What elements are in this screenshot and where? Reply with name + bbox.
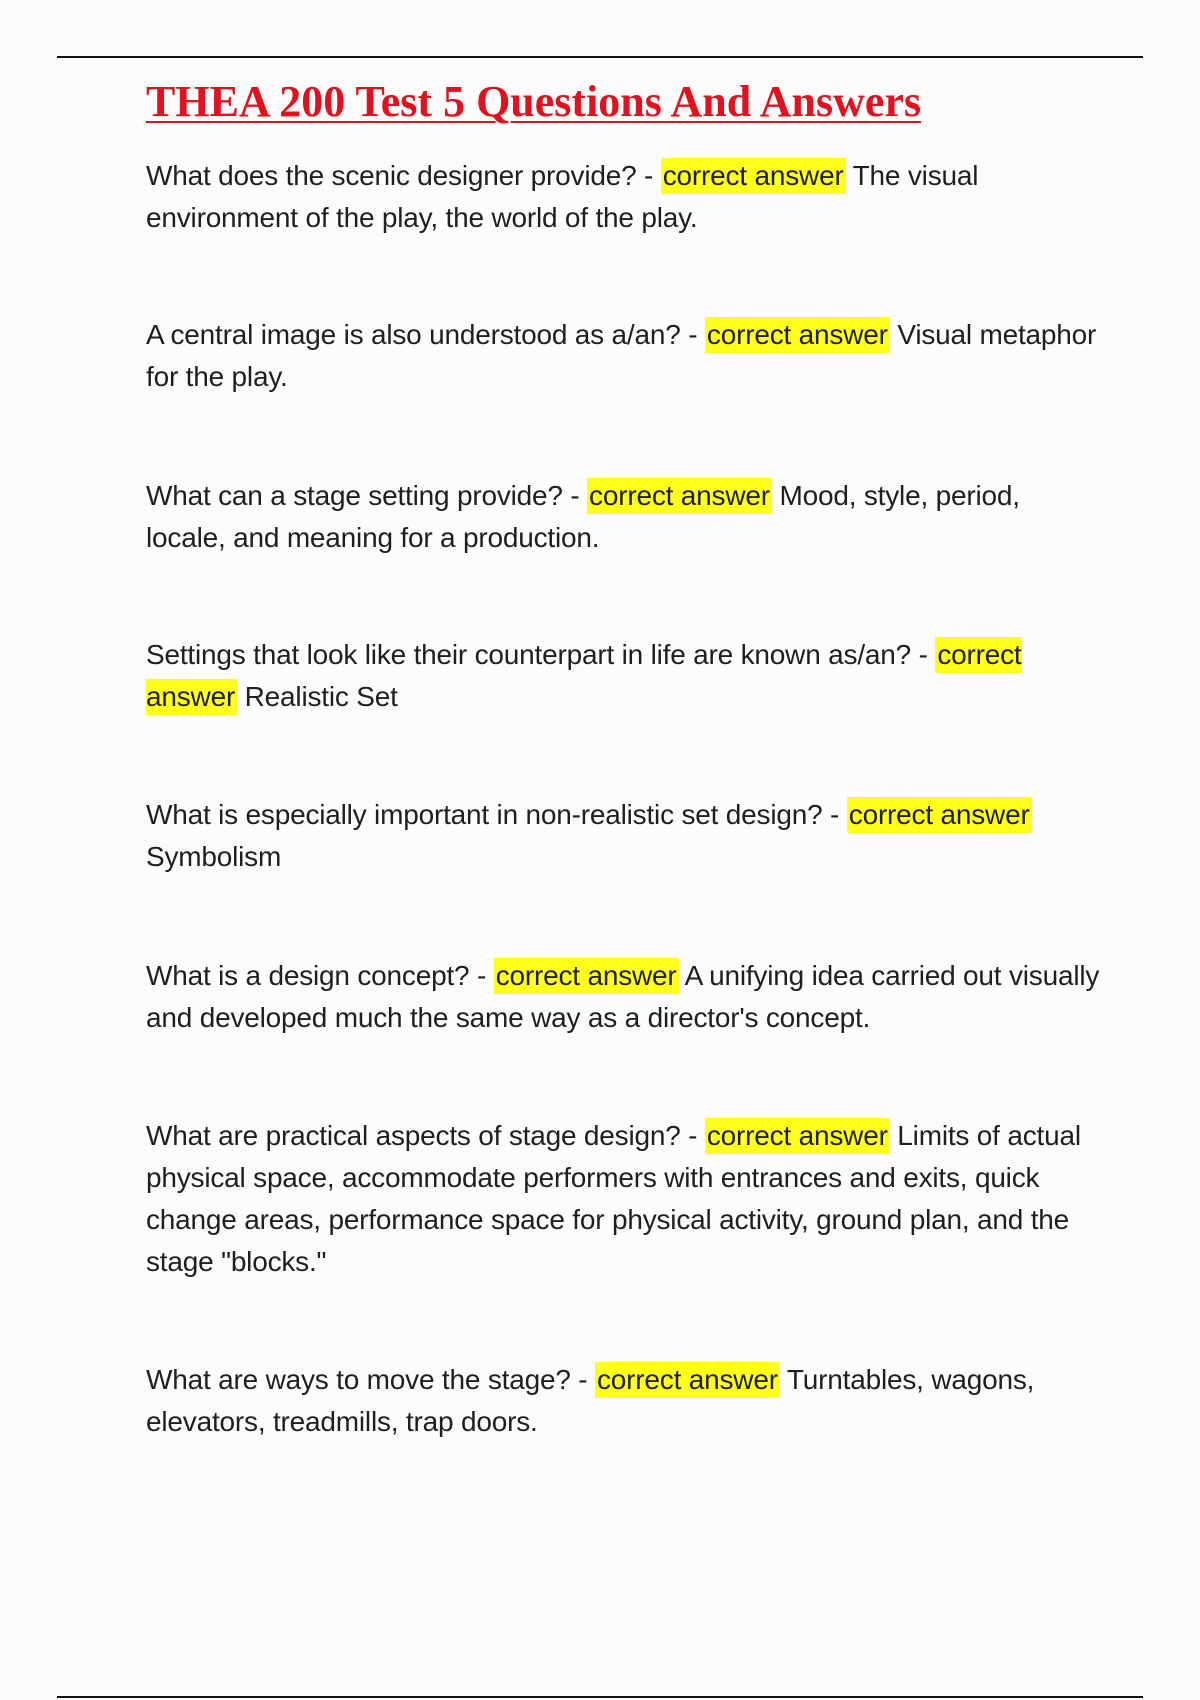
question-text: A central image is also understood as a/an? - (146, 319, 705, 350)
answer-text: Limits of actual physical space, accommodate performers with entrances and exits, quick change areas, performance space for physical activity, ground plan, and the stage "blocks." (146, 1120, 1081, 1277)
correct-answer-highlight: correct answer (705, 1118, 890, 1154)
correct-answer-highlight: correct answer (705, 317, 890, 353)
answer-text: Symbolism (146, 841, 282, 872)
question-text: What are practical aspects of stage design? - (146, 1120, 705, 1151)
qa-item-3 (146, 475, 1106, 559)
correct-answer-highlight: correct answer (595, 1362, 780, 1398)
qa-item-7 (146, 1115, 1106, 1283)
bottom-rule (57, 1696, 1143, 1698)
question-text: What is a design concept? - (146, 960, 494, 991)
qa-item-8 (146, 1359, 1106, 1443)
question-text: Settings that look like their counterpart in life are known as/an? - (146, 639, 928, 670)
answer-text: A unifying idea carried out visually and developed much the same way as a director's concept. (146, 960, 1100, 1033)
answer-text: Mood, style, period, locale, and meaning for a production. (146, 480, 1020, 553)
qa-item-2 (146, 314, 1106, 398)
correct-answer-highlight: correct answer (146, 637, 1022, 715)
answer-text: Turntables, wagons, elevators, treadmills, trap doors. (146, 1364, 1035, 1437)
qa-item-1 (146, 155, 1106, 239)
correct-answer-highlight: correct answer (587, 478, 772, 514)
question-text: What is especially important in non-realistic set design? - (146, 799, 847, 830)
page-title: THEA 200 Test 5 Questions And Answers (146, 77, 922, 126)
qa-item-5 (146, 794, 1106, 878)
answer-text: The visual environment of the play, the world of the play. (146, 160, 979, 233)
qa-item-4 (146, 634, 1106, 718)
correct-answer-highlight: correct answer (494, 958, 679, 994)
question-text: What are ways to move the stage? - (146, 1364, 595, 1395)
top-rule (57, 56, 1143, 58)
answer-text: Visual metaphor for the play. (146, 319, 1097, 392)
answer-text: Realistic Set (244, 681, 398, 712)
qa-item-6 (146, 955, 1106, 1039)
question-text: What can a stage setting provide? - (146, 480, 588, 511)
correct-answer-highlight: correct answer (847, 797, 1032, 833)
question-text: What does the scenic designer provide? - (146, 160, 661, 191)
correct-answer-highlight: correct answer (661, 158, 846, 194)
